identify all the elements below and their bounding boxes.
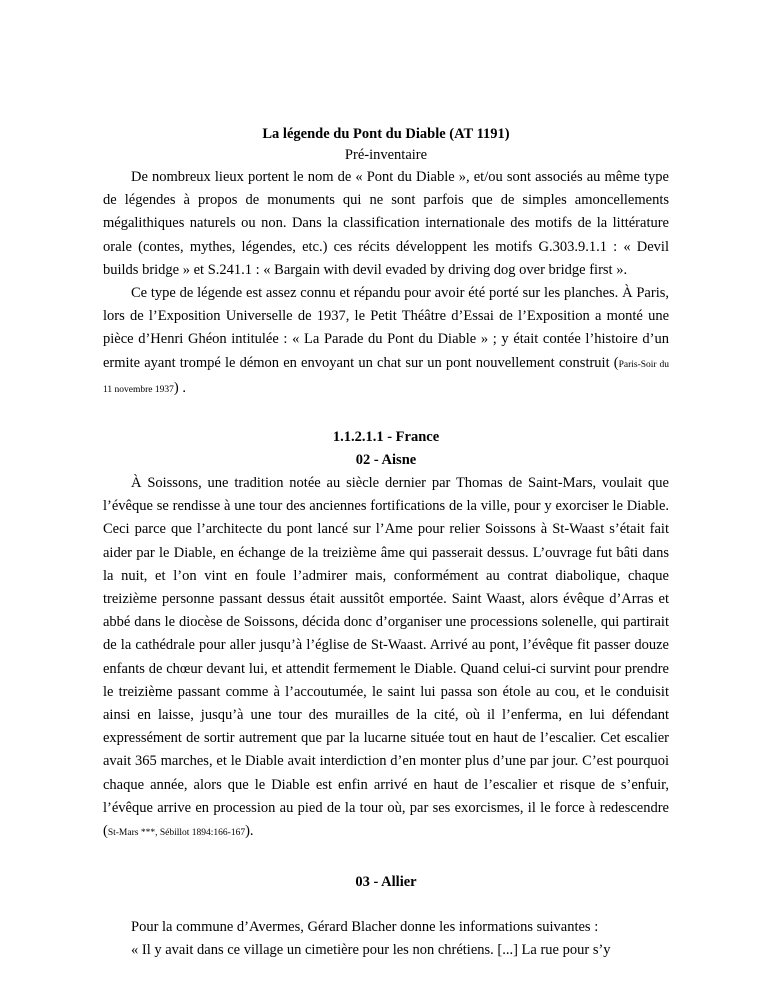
intro-paragraph-1: De nombreux lieux portent le nom de « Pont du Diable », et/ou sont associés au même type de légendes à propos de monuments qui ne sont parfois que de simples amoncellements mégalithiques naturels ou non. Dans la classification internationale des motifs de la littérature orale (contes, mythes, légendes, etc.) ces récits développent les motifs G.303.9.1.1 : « Devil builds bridge » et S.241.1 : « Bargain with devil evaded by driving dog over bridge first ». (103, 169, 669, 278)
intro-paragraph-2-end: ) . (173, 379, 186, 396)
document-subtitle: Pré-inventaire (344, 147, 428, 163)
document-page (103, 120, 669, 963)
aisne-paragraph-text: À Soissons, une tradition notée au siècle dernier par Thomas de Saint-Mars, voulait que l’évêque se rendisse à une tour des anciennes fortifications de la ville, pour y exorciser le Diable. Ceci parce que l’architecte du pont lancé sur l’Ame pour relier Soissons à St-Waast s’était fait aider par le Diable, en échange de la treizième âme qui passerait dessus. L’ouvrage fut bâti dans la nuit, et l’on vint en foule l’admirer mais, conformément au contrat diabolique, chaque treizième personne passant dessus était aussitôt emportée. Saint Waast, alors évêque d’Arras et abbé dans le diocèse de Soissons, décida donc d’organiser une processions solenelle, qui partirait de la cathédrale pour aller jusqu’à l’église de St-Waast. Arrivé au pont, l’évêque fit passer douze enfants de chœur devant lui, et attendit fermement le Diable. Quand celui-ci survint pour prendre le treizième passant comme à l’accoutumée, le saint lui passa son étole au cou, et le conduisit ainsi en laisse, jusqu’à une tour des murailles de la cité, où il l’enferma, en lui défendant expressément de sortir autrement que par la lucarne située tout en haut de l’escalier. Cet escalier avait 365 marches, et le Diable avait interdiction d’en monter plus d’une par jour. C’est pourquoi chaque année, alors que le Diable est enfin arrivé en haut de l’escalier et risque de s’enfuir, l’évêque arrive en procession au pied de la tour où, par ses exorcismes, il le force à redescendre ( (103, 475, 669, 840)
section-heading-aisne: 02 - Aisne (355, 452, 417, 469)
allier-paragraph-2: « Il y avait dans ce village un cimetière pour les non chrétiens. [...] La rue pour s’y (131, 942, 611, 959)
intro-citation: Paris-Soir du 11 novembre 1937 (103, 359, 669, 395)
aisne-paragraph-end: ). (245, 823, 254, 840)
document-title: La légende du Pont du Diable (AT 1191) (262, 126, 510, 142)
aisne-paragraph (103, 472, 669, 845)
allier-paragraph-1: Pour la commune d’Avermes, Gérard Blacher donne les informations suivantes : (131, 919, 599, 936)
intro-paragraph-2 (103, 282, 669, 402)
section-heading-allier: 03 - Allier (355, 874, 417, 891)
aisne-citation: St-Mars ***, Sébillot 1894:166-167 (107, 828, 246, 839)
intro-paragraph-2-text: Ce type de légende est assez connu et répandu pour avoir été porté sur les planches. À Paris, lors de l’Exposition Universelle de 1937, le Petit Théâtre d’Essai de l’Exposition a monté une pièce d’Henri Ghéon intitulée : « La Parade du Pont du Diable » ; y était contée l’histoire d’un ermite ayant trompé le démon en envoyant un chat sur un pont nouvellement construit ( (103, 285, 669, 371)
section-heading-france: 1.1.2.1.1 - France (332, 429, 440, 446)
